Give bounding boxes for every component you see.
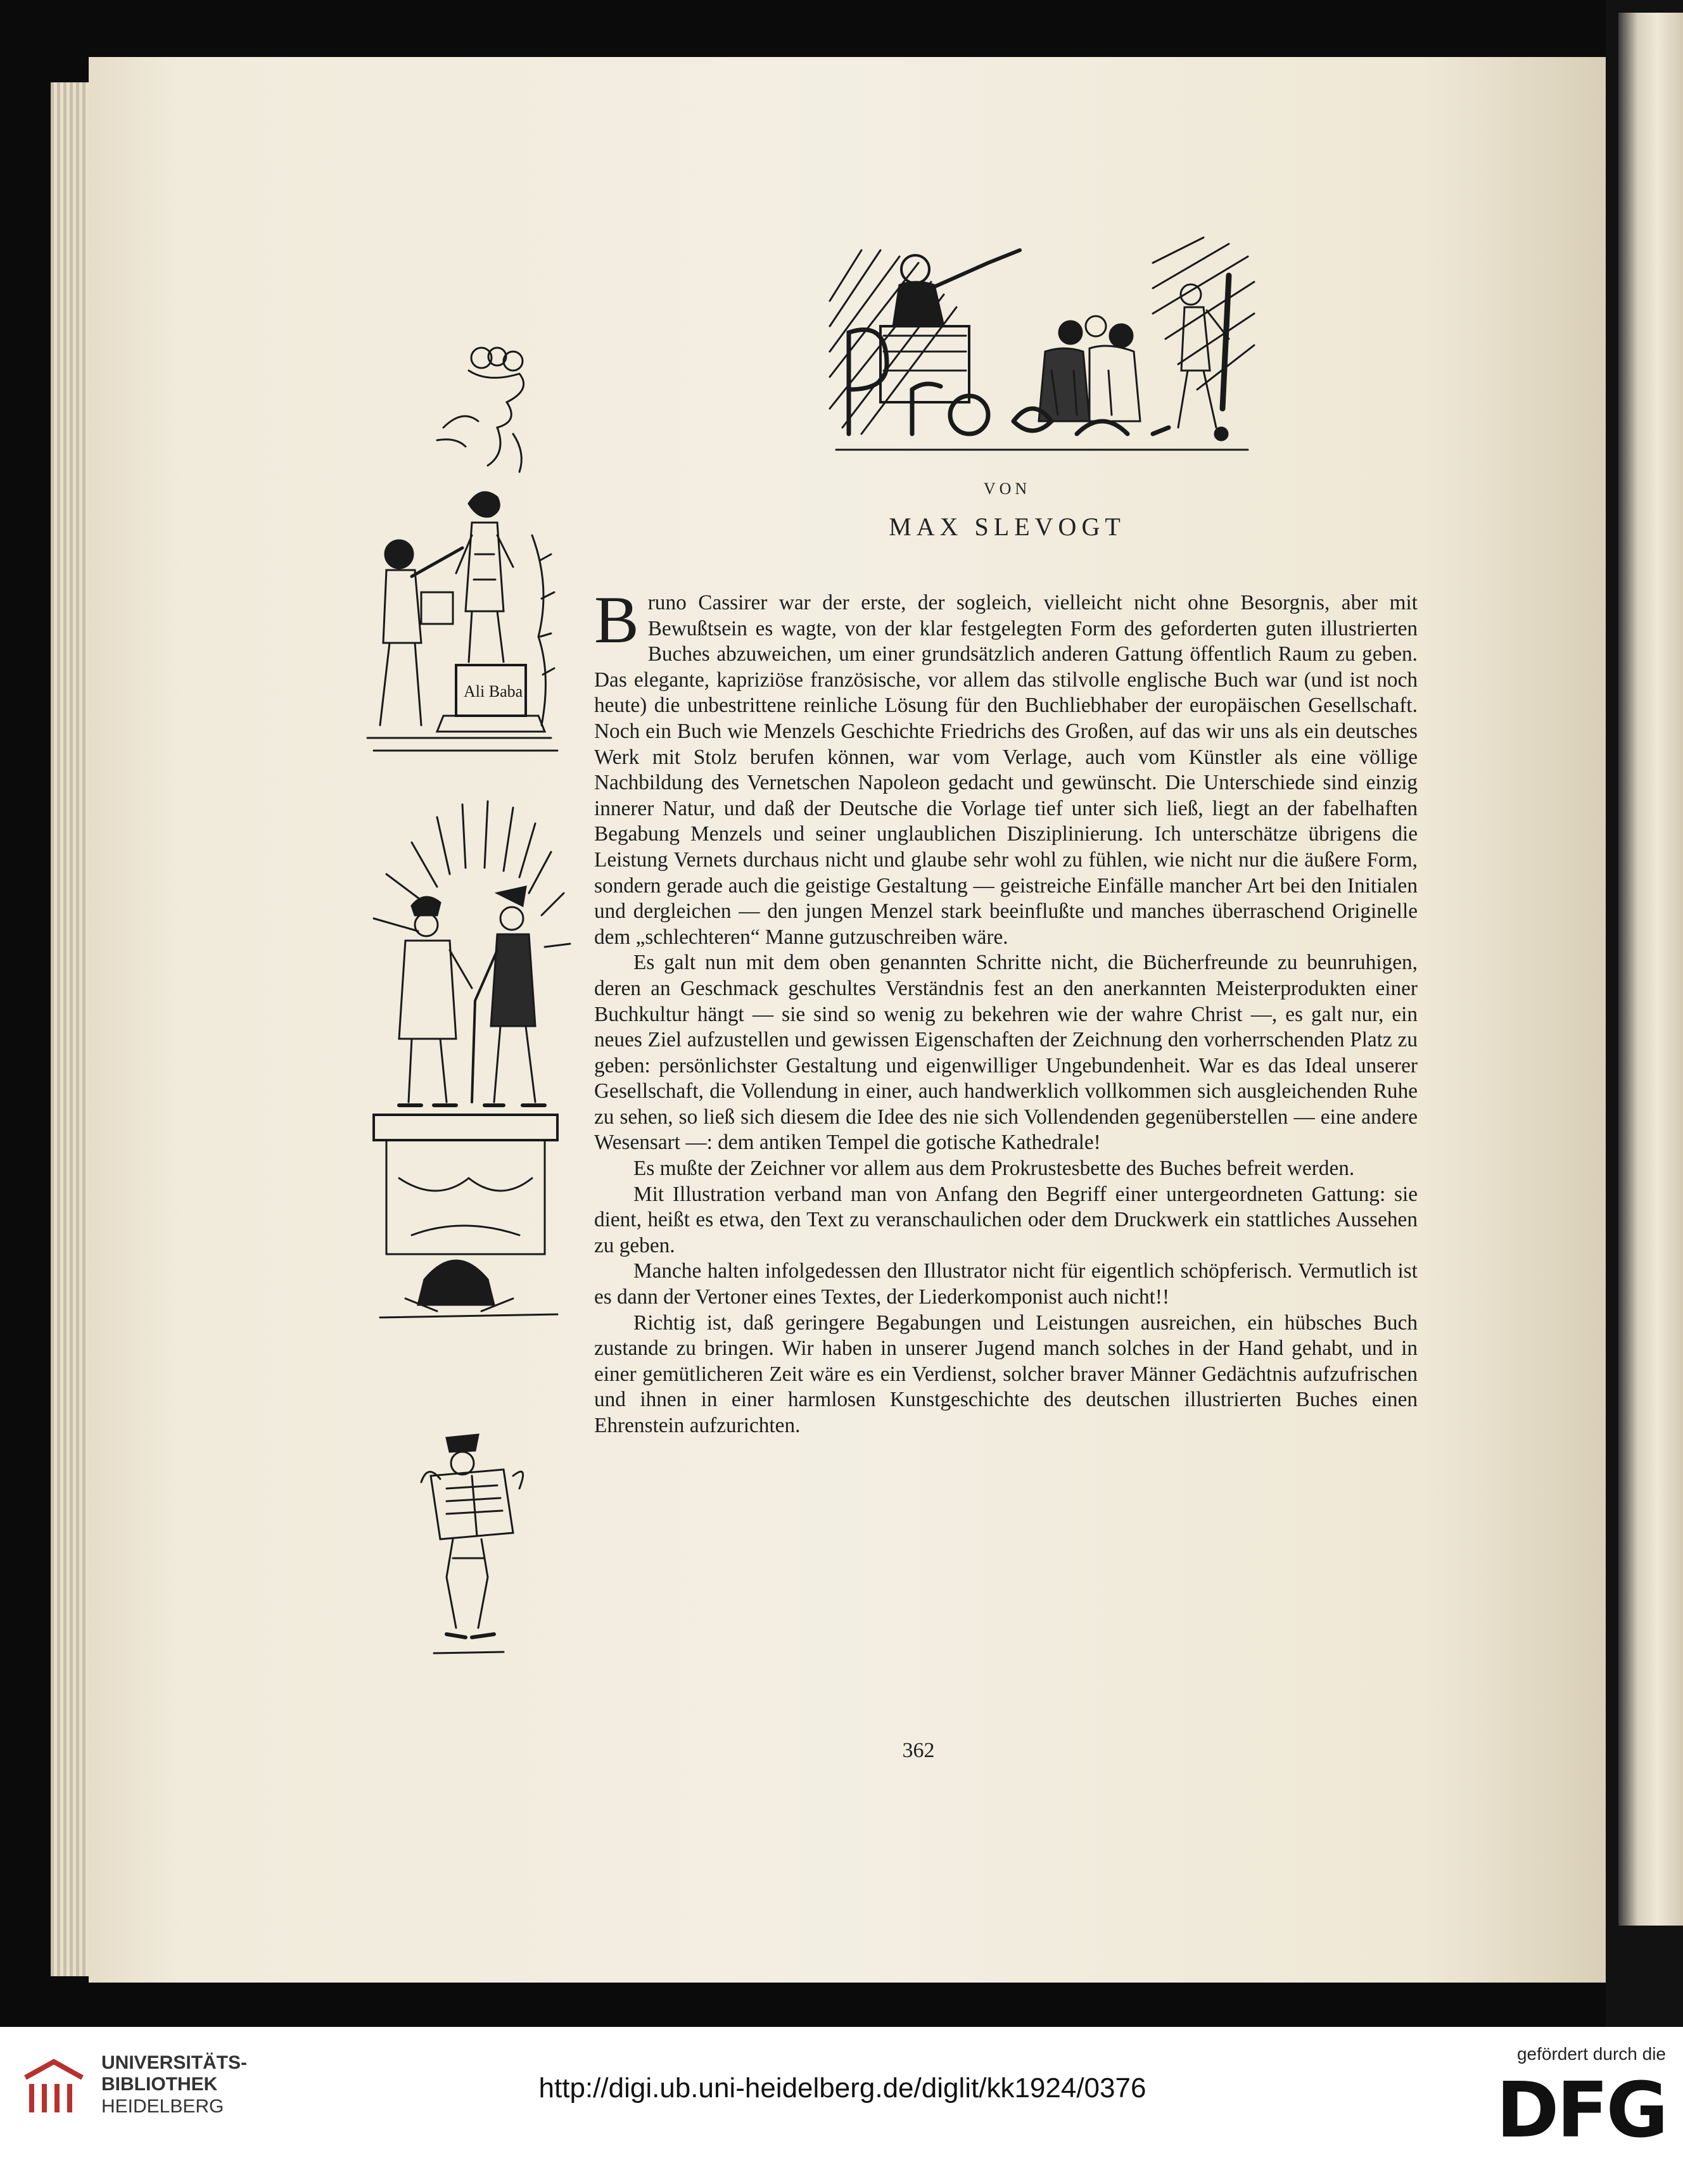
paragraph: Manche halten infolgedessen den Illustrator nicht für eigentlich schöpferisch. Vermutlich ist es dann der Vertoner eines Textes, der Liederkomponist auch nicht!! [594, 1259, 1418, 1309]
author-name: MAX SLEVOGT [889, 512, 1126, 541]
pedestal-lettering: Ali Baba [464, 682, 523, 701]
library-name[interactable] [101, 2052, 253, 2118]
figure-right [472, 887, 545, 1105]
monument-illustration [361, 798, 576, 1330]
pedestal [437, 665, 545, 732]
library-line-1: UNIVERSITÄTS- [101, 2052, 248, 2073]
right-page-edge [1618, 13, 1683, 1926]
statue-illustration [361, 345, 564, 770]
funder-logo[interactable]: DFG [1496, 2067, 1666, 2155]
vines [532, 535, 554, 725]
byline-prefix: VON [983, 479, 1031, 498]
paragraph: Es galt nun mit dem oben genannten Schritte nicht, die Bücherfreunde zu beunruhigen, deren an Geschmack geschultes Verständnis fest an den anerkannten Meisterprodukten einer Buchkultur hängt — sie sind so wenig zu bekehren wie der wahre Christ —, es galt nur, ein neues Ziel aufzustellen und gewissen Eigenschaften der Zeichnung den vorherrschenden Platz zu geben: persönlichster Gestaltung und eigenwilliger Ungebundenheit. War es das Ideal unserer Gesellschaft, die Vollendung in einer, auch handwerklich vollkommen sich ausgleichenden Ruhe zu sehen, so ließ sich diesem die Idee des nie sich Vollendenden gegenüberstellen — eine andere Wesensart —: dem antiken Tempel die gotische Kathedrale! [594, 951, 1418, 1155]
library-line-3: HEIDELBERG [101, 2096, 224, 2117]
paragraph-text: runo Cassirer war der erste, der sogleich, vielleicht nicht ohne Besorgnis, aber mit Bewußtsein es wagte, von der klar festgelegten Form des geforderten guten illustrierten Buches abzuweichen, um einer grundsätzlich anderen Gattung öffentlich Raum zu geben. Das elegante, kapriziöse französische, vor allem das stilvolle englische Buch war (und ist noch heute) die unbestrittene reinliche Lösung für den Buchliebhaber der europäischen Gesellschaft. Noch ein Buch wie Menzels Geschichte Friedrichs des Großen, auf das wir uns als ein deutsches Werk mit Stolz berufen können, war vom Verlage, auch vom Künstler als eine völlige Nachbildung des Vernetschen Napoleon gedacht und gewünscht. Die Unterschiede sind einzig innerer Natur, und daß der Deutsche die Vorlage tief unter sich ließ, liegt an der fabelhaften Begabung Menzels und seiner unglaublichen Disziplinierung. Ich unterschätze übrigens die Leistung Vernets durchaus nicht und glaube sehr wohl zu fühlen, wie nicht nur die äußere Form, sondern gerade auch die geistige Gestaltung — geistreiche Einfälle mancher Art bei den Initialen und dergleichen — den jungen Menzel stark beeinflußte und manches überraschend Originelle dem „schlechteren“ Manne gutzuschreiben wäre. [594, 591, 1418, 949]
paragraph: Es mußte der Zeichner vor allem aus dem Prokrustesbette des Buches befreit werden. [633, 1157, 1355, 1181]
drop-cap: B [594, 583, 639, 657]
header-illustration [823, 225, 1261, 466]
statue-figure [456, 492, 513, 662]
library-line-2: BIBLIOTHEK [101, 2074, 218, 2095]
paragraph [594, 583, 1418, 950]
article-body [594, 583, 1418, 1439]
reader-illustration [409, 1425, 535, 1691]
rays [374, 801, 570, 947]
paragraph: Mit Illustration verband man von Anfang den Begriff einer untergeordneten Gattung: sie dient, heißt es etwa, den Text zu veranschaulichen oder dem Druckwerk ein stattliches Aussehen zu geben. [594, 1182, 1418, 1257]
page-number: 362 [902, 1739, 935, 1762]
source-url-link[interactable]: http://digi.ub.uni-heidelberg.de/diglit/kk1924/0376 [538, 2073, 1146, 2104]
library-logo-icon[interactable] [19, 2052, 89, 2122]
paragraph: Richtig ist, daß geringere Begabungen und Leistungen ausreichen, ein hübsches Buch zustande zu bringen. Wir haben in unserer Jugend manch solches in der Hand gehabt, und in einer gemütlicheren Zeit wäre es ein Verdienst, solcher braver Männer Gedächtnis aufzufrischen und ihnen in einer harmlosen Kunstgeschichte des deutschen illustrierten Buches einen Ehrenstein aufzurichten. [594, 1311, 1418, 1437]
putti-cloud [437, 348, 524, 472]
funder-caption: gefördert durch die [1516, 2044, 1666, 2064]
painter-figure [380, 540, 462, 725]
crowd-figures [1039, 316, 1140, 421]
pedestal [374, 1115, 557, 1254]
kneeling-figure [405, 1260, 513, 1311]
